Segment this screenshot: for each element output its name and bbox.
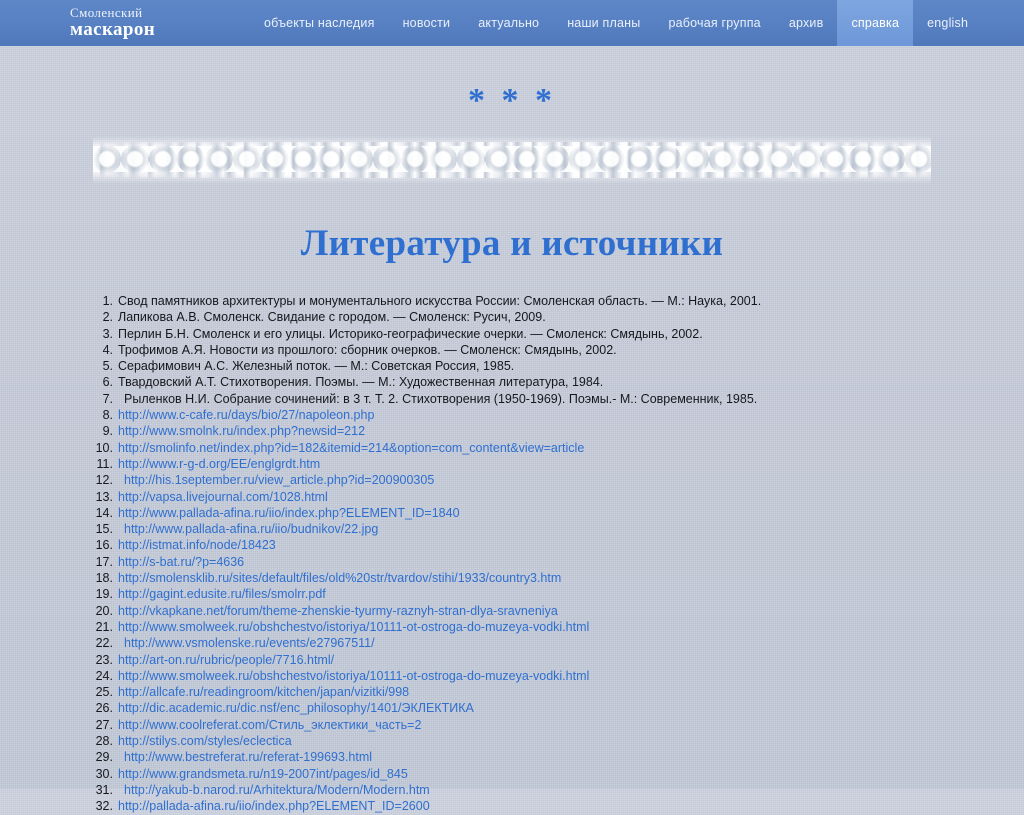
reference-text[interactable]: http://www.c-cafe.ru/days/bio/27/napoleon.php: [118, 408, 375, 423]
reference-text[interactable]: http://smolensklib.ru/sites/default/files/old%20str/tvardov/stihi/1933/country3.htm: [118, 571, 562, 586]
reference-text: Перлин Б.Н. Смоленск и его улицы. Историко-географические очерки. — Смоленск: Смядынь, 2002.: [118, 326, 703, 341]
reference-link-item[interactable]: [92, 456, 1024, 472]
reference-text[interactable]: http://pallada-afina.ru/iio/index.php?ELEMENT_ID=2600: [118, 799, 430, 814]
reference-text[interactable]: http://www.r-g-d.org/EE/englgrdt.htm: [118, 456, 321, 471]
logo-line-2: маскарон: [70, 19, 156, 40]
reference-link-item[interactable]: [92, 472, 1024, 488]
reference-item: [92, 326, 1024, 342]
nav-item-label: english: [927, 16, 969, 30]
reference-item: [92, 358, 1024, 374]
reference-link-item[interactable]: [92, 798, 1024, 814]
asterisk-divider: * * *: [468, 82, 556, 119]
reference-link-item[interactable]: [92, 440, 1024, 456]
nav-item-label: новости: [402, 16, 451, 30]
reference-text[interactable]: http://yakub-b.narod.ru/Arhitektura/Modern/Modern.htm: [124, 782, 430, 797]
nav-item-label: архив: [788, 16, 824, 30]
nav-item-6[interactable]: [837, 0, 913, 46]
reference-text[interactable]: http://www.smolnk.ru/index.php?newsid=212: [118, 424, 366, 439]
reference-link-item[interactable]: [92, 635, 1024, 651]
reference-link-item[interactable]: [92, 603, 1024, 619]
reference-text[interactable]: http://smolinfo.net/index.php?id=182&itemid=214&option=com_content&view=article: [118, 440, 585, 455]
reference-text[interactable]: http://vkapkane.net/forum/theme-zhenskie-tyurmy-raznyh-stran-dlya-sravneniya: [118, 603, 558, 618]
reference-text[interactable]: http://s-bat.ru/?p=4636: [118, 554, 245, 569]
nav-item-label: актуально: [478, 16, 540, 30]
reference-link-item[interactable]: [92, 423, 1024, 439]
reference-link-item[interactable]: [92, 749, 1024, 765]
reference-link-item[interactable]: [92, 489, 1024, 505]
ornamental-divider-image: [93, 136, 931, 184]
reference-link-item[interactable]: [92, 700, 1024, 716]
reference-link-item[interactable]: [92, 684, 1024, 700]
reference-text: Трофимов А.Я. Новости из прошлого: сборник очерков. — Смоленск: Смядынь, 2002.: [118, 342, 617, 357]
main-menu: [250, 0, 1024, 46]
reference-text[interactable]: http://www.smolweek.ru/obshchestvo/istoriya/10111-ot-ostroga-do-muzeya-vodki.html: [118, 619, 590, 634]
site-logo[interactable]: [0, 0, 250, 46]
nav-item-0[interactable]: [250, 0, 389, 46]
reference-link-item[interactable]: [92, 766, 1024, 782]
reference-text: Свод памятников архитектуры и монументального искусства России: Смоленская область. — М.: Наука, 2001.: [118, 294, 762, 308]
reference-text[interactable]: http://vapsa.livejournal.com/1028.html: [118, 489, 328, 504]
nav-item-label: справка: [851, 16, 900, 30]
reference-text: Лапикова А.В. Смоленск. Свидание с городом. — Смоленск: Русич, 2009.: [118, 310, 546, 325]
reference-text[interactable]: http://art-on.ru/rubric/people/7716.html/: [118, 652, 335, 667]
reference-link-item[interactable]: [92, 717, 1024, 733]
nav-item-1[interactable]: [389, 0, 465, 46]
reference-link-item[interactable]: [92, 668, 1024, 684]
reference-item: [92, 293, 1024, 309]
reference-link-item[interactable]: [92, 521, 1024, 537]
reference-item: [92, 342, 1024, 358]
nav-item-7[interactable]: [913, 0, 982, 46]
reference-text[interactable]: http://www.pallada-afina.ru/iio/index.php?ELEMENT_ID=1840: [118, 505, 460, 520]
reference-link-item[interactable]: [92, 652, 1024, 668]
logo-line-1: Смоленский: [70, 5, 143, 20]
reference-link-item[interactable]: [92, 570, 1024, 586]
reference-link-item[interactable]: [92, 733, 1024, 749]
reference-text[interactable]: http://dic.academic.ru/dic.nsf/enc_philosophy/1401/ЭКЛЕКТИКА: [118, 701, 474, 716]
reference-text: Твардовский А.Т. Стихотворения. Поэмы. — М.: Художественная литература, 1984.: [118, 375, 604, 390]
reference-text: Рыленков Н.И. Собрание сочинений: в 3 т. Т. 2. Стихотворения (1950-1969). Поэмы.- М.: Современник, 1985.: [124, 391, 758, 406]
references-list: [0, 293, 1024, 815]
reference-text[interactable]: http://www.smolweek.ru/obshchestvo/istoriya/10111-ot-ostroga-do-muzeya-vodki.html: [118, 668, 590, 683]
reference-text[interactable]: http://his.1september.ru/view_article.php?id=200900305: [124, 473, 435, 488]
reference-text[interactable]: http://istmat.info/node/18423: [118, 538, 276, 553]
nav-item-label: наши планы: [567, 16, 641, 30]
nav-item-label: рабочая группа: [668, 16, 761, 30]
top-navigation-bar: [0, 0, 1024, 46]
reference-text[interactable]: http://allcafe.ru/readingroom/kitchen/japan/vizitki/998: [118, 685, 410, 700]
reference-link-item[interactable]: [92, 407, 1024, 423]
reference-text: Серафимович А.С. Железный поток. — М.: Советская Россия, 1985.: [118, 359, 515, 374]
reference-text[interactable]: http://gagint.edusite.ru/files/smolrr.pdf: [118, 587, 326, 602]
reference-link-item[interactable]: [92, 554, 1024, 570]
nav-item-2[interactable]: [464, 0, 553, 46]
reference-text[interactable]: http://www.grandsmeta.ru/n19-2007int/pages/id_845: [118, 766, 408, 781]
reference-link-item[interactable]: [92, 619, 1024, 635]
reference-link-item[interactable]: [92, 782, 1024, 798]
page-content: [0, 46, 1024, 815]
nav-item-5[interactable]: [775, 0, 838, 46]
nav-item-4[interactable]: [654, 0, 774, 46]
reference-link-item[interactable]: [92, 586, 1024, 602]
reference-text[interactable]: http://www.pallada-afina.ru/iio/budnikov/22.jpg: [124, 522, 379, 537]
reference-text[interactable]: http://www.coolreferat.com/Стиль_эклектики_часть=2: [118, 717, 422, 732]
nav-item-label: объекты наследия: [264, 16, 375, 30]
reference-text[interactable]: http://www.bestreferat.ru/referat-199693.html: [124, 750, 373, 765]
reference-text[interactable]: http://stilys.com/styles/eclectica: [118, 734, 292, 749]
reference-text[interactable]: http://www.vsmolenske.ru/events/e27967511/: [124, 636, 375, 651]
reference-item: [92, 391, 1024, 407]
reference-item: [92, 309, 1024, 325]
page-title: Литература и источники: [300, 223, 724, 264]
reference-link-item[interactable]: [92, 537, 1024, 553]
reference-item: [92, 374, 1024, 390]
reference-link-item[interactable]: [92, 505, 1024, 521]
nav-item-3[interactable]: [553, 0, 654, 46]
